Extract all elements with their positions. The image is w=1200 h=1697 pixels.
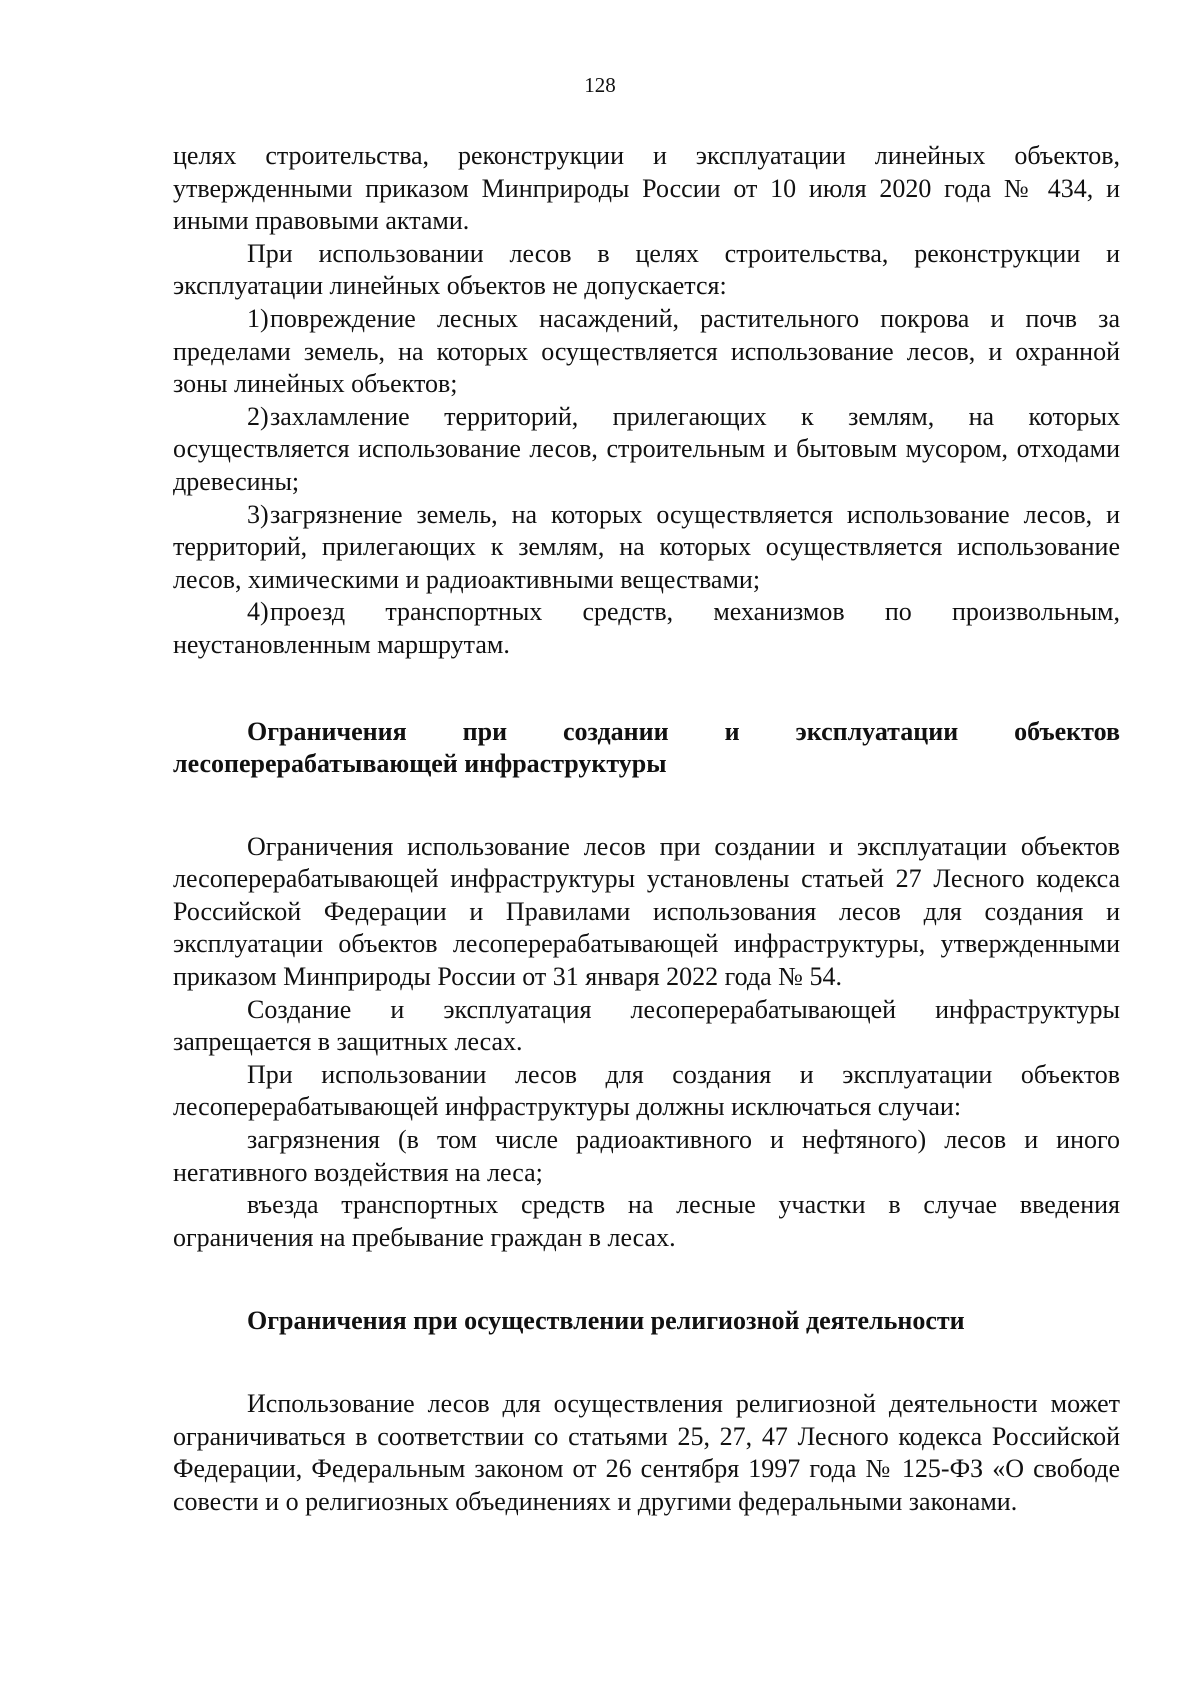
section-heading-religious: Ограничения при осуществлении религиозной деятельности	[247, 1306, 965, 1336]
list-item-text: загрязнение земель, на которых осуществляется использование лесов, и территорий, прилегающих к землям, на которых осуществляется использование лесов, химическими и радиоактивными веществами;	[173, 499, 1120, 594]
continuation-paragraph: целях строительства, реконструкции и эксплуатации линейных объектов, утвержденными приказом Минприроды России от 10 июля 2020 года № 434, и иными правовыми актами.	[173, 141, 1120, 236]
section-gap	[173, 662, 1120, 716]
list-item-text: проезд транспортных средств, механизмов по произвольным, неустановленным маршрутам.	[173, 597, 1120, 659]
list-item-text: захламление территорий, прилегающих к землям, на которых осуществляется использование лесов, строительным и бытовым мусором, отходами древесины;	[173, 401, 1120, 496]
section-gap	[173, 1338, 1120, 1388]
list-item-text: повреждение лесных насаждений, растительного покрова и почв за пределами земель, на которых осуществляется использование лесов, и охранной зоны линейных объектов;	[173, 303, 1120, 399]
body-paragraph: При использовании лесов для создания и эксплуатации объектов лесоперерабатывающей инфраструктуры должны исключаться случаи:	[173, 1059, 1120, 1122]
body-paragraph: въезда транспортных средств на лесные участки в случае введения ограничения на пребывание граждан в лесах.	[173, 1190, 1120, 1252]
body-paragraph: Ограничения использование лесов при создании и эксплуатации объектов лесоперерабатывающей инфраструктуры установлены статьей 27 Лесного кодекса Российской Федерации и Правилами использования лесов для создания и эксплуатации объектов лесоперерабатывающей инфраструктуры, утвержденными приказом Минприроды России от 31 января 2022 года № 54.	[173, 831, 1120, 992]
list-item-number: 3)	[247, 499, 269, 529]
section-gap	[173, 781, 1120, 831]
section-heading-infrastructure: Ограничения при создании и эксплуатации объектов лесоперерабатывающей инфраструктуры	[173, 716, 1120, 779]
restrictions-intro: При использовании лесов в целях строительства, реконструкции и эксплуатации линейных объектов не допускается:	[173, 238, 1120, 301]
page-number: 128	[584, 73, 616, 97]
list-item-number: 1)	[247, 303, 269, 333]
section-gap	[173, 1254, 1120, 1305]
document-body	[173, 140, 1120, 1518]
list-item	[173, 499, 1120, 597]
body-paragraph: Создание и эксплуатация лесоперерабатывающей инфраструктуры запрещается в защитных лесах.	[173, 994, 1120, 1057]
list-item-number: 2)	[247, 401, 269, 431]
list-item	[173, 596, 1120, 661]
body-paragraph: Использование лесов для осуществления религиозной деятельности может ограничиваться в соответствии со статьями 25, 27, 47 Лесного кодекса Российской Федерации, Федеральным законом от 26 сентября 1997 года № 125-ФЗ «О свободе совести и о религиозных объединениях и другими федеральными законами.	[173, 1389, 1120, 1516]
list-item	[173, 303, 1120, 401]
list-item-number: 4)	[247, 597, 269, 627]
list-item	[173, 401, 1120, 499]
body-paragraph: загрязнения (в том числе радиоактивного и нефтяного) лесов и иного негативного воздействия на леса;	[173, 1125, 1120, 1187]
